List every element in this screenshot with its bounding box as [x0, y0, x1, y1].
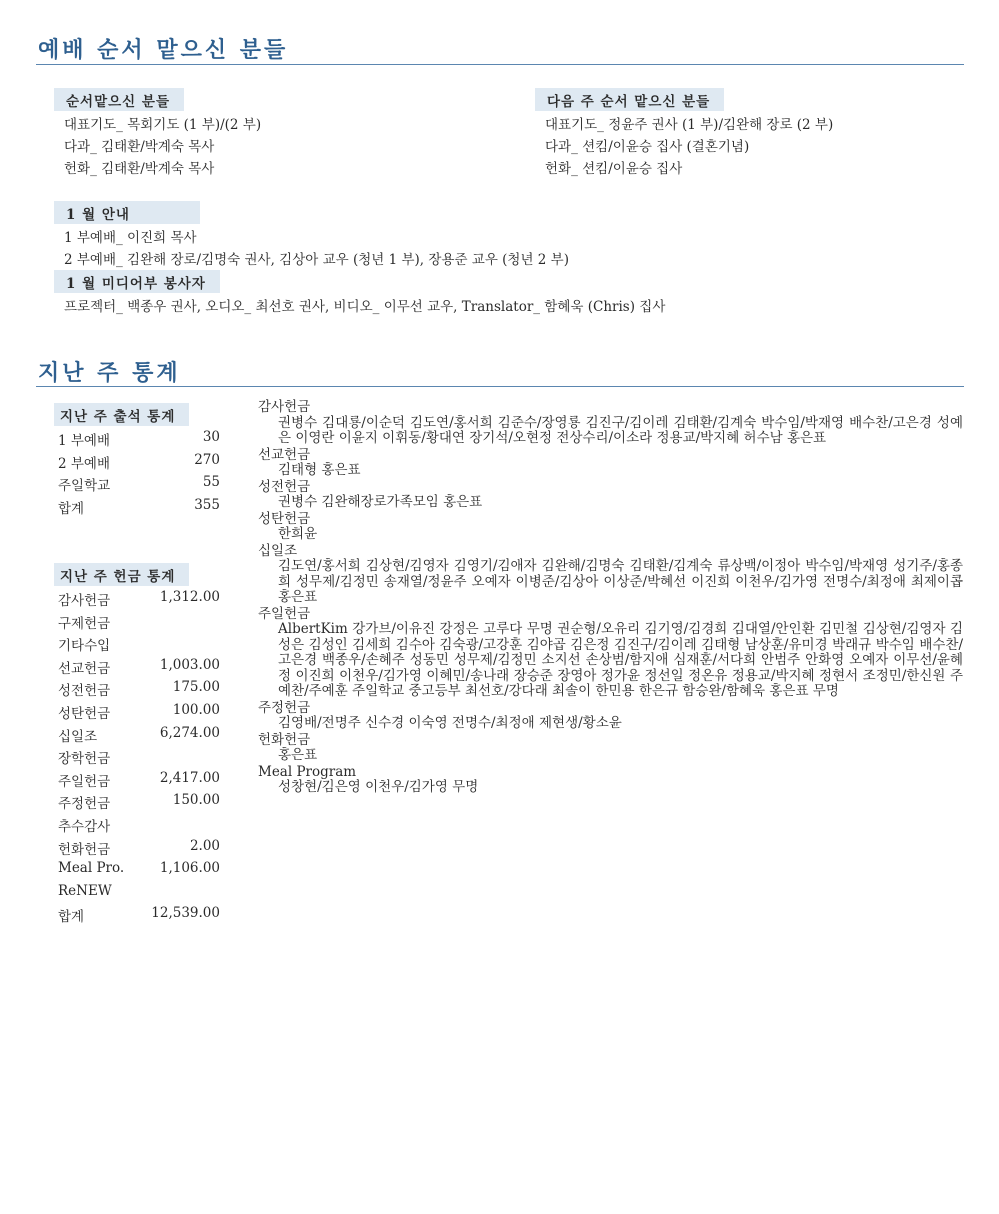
stat-value	[137, 612, 220, 635]
offering-category: 주일헌금	[258, 605, 311, 622]
january-guide-header: 1 월 안내	[54, 201, 200, 224]
offering-totals-header: 지난 주 헌금 통계	[54, 563, 189, 586]
current-order-line: 헌화_ 김태환/박계숙 목사	[64, 161, 215, 177]
offering-donors: 성창현/김은영 이천우/김가영 무명	[278, 779, 479, 795]
worship-order-title: 예배 순서 맡으신 분들	[38, 37, 289, 63]
attendance-row	[58, 474, 220, 497]
stat-value: 355	[194, 496, 220, 513]
current-order-header: 순서맡으신 분들	[54, 88, 184, 111]
stat-label: 기타수입	[58, 638, 111, 655]
offering-total-row	[58, 657, 220, 680]
stat-label: 구제헌금	[58, 615, 111, 632]
offering-total-row	[58, 634, 220, 657]
media-volunteers-line: 프로젝터_ 백종우 권사, 오디오_ 최선호 권사, 비디오_ 이무선 교우, Translator_ 함혜욱 (Chris) 집사	[64, 299, 666, 315]
stat-value: 6,274.00	[159, 724, 220, 741]
offering-category: 성전헌금	[258, 478, 311, 495]
stat-label: 선교헌금	[58, 660, 111, 677]
stat-label: 주정헌금	[58, 796, 111, 813]
stat-label: 1 부예배	[58, 433, 111, 449]
attendance-table	[58, 429, 220, 519]
offering-category: 십일조	[258, 542, 298, 559]
stat-value	[137, 634, 220, 657]
worship-order-divider	[36, 64, 964, 65]
offering-category: Meal Program	[258, 763, 357, 780]
stat-label: 추수감사	[58, 818, 111, 835]
stat-label: 장학헌금	[58, 751, 111, 768]
offering-donors: 김도연/홍서희 김상현/김영자 김영기/김애자 김완해/김명숙 김태환/김계숙 류상백/이정아 박수임/박재영 성기주/홍종희 성무제/김정민 송재열/정윤주 오예자 이병준/김상아 이상준/박혜선 이진희 이천우/김가영 전명수/최정애 최제이콥 홍은표	[278, 558, 963, 605]
offering-donors: 홍은표	[278, 747, 318, 763]
last-week-stats-title: 지난 주 통계	[38, 360, 181, 386]
stat-label: 헌화헌금	[58, 841, 111, 858]
stat-label: 주일학교	[58, 478, 111, 495]
stat-value: 270	[194, 451, 220, 468]
offering-total-row	[58, 905, 220, 928]
attendance-block	[54, 403, 220, 519]
stat-value	[137, 883, 220, 906]
offering-total-row	[58, 792, 220, 815]
offering-totals-block	[54, 563, 220, 928]
stat-label: 2 부예배	[58, 455, 111, 472]
offering-total-row	[58, 725, 220, 748]
january-guide-block	[54, 201, 665, 318]
offering-donors: 권병수 김완해장로가족모임 홍은표	[278, 494, 483, 510]
stat-value: 30	[202, 429, 220, 445]
stat-value: 1,106.00	[159, 860, 220, 877]
stat-value: 175.00	[172, 679, 220, 696]
media-volunteers-header: 1 월 미디어부 봉사자	[54, 270, 220, 293]
current-order-line: 대표기도_ 목회기도 (1 부)/(2 부)	[64, 117, 262, 133]
offering-donors: 한희윤	[278, 526, 318, 542]
stat-value: 150.00	[172, 792, 220, 809]
stat-value: 1,003.00	[159, 656, 220, 673]
stat-label: 십일조	[58, 728, 98, 745]
next-week-order-line: 다과_ 션킴/이윤승 집사 (결혼기념)	[545, 139, 750, 155]
offering-totals-table	[58, 589, 220, 928]
offering-donors: 김태형 홍은표	[278, 462, 361, 478]
offering-category: 헌화헌금	[258, 731, 311, 748]
stat-label: Meal Pro.	[58, 860, 125, 877]
offering-donors: AlbertKim 강가브/이유진 강정은 고루다 무명 권순형/오유리 김기영/김경희 김대열/안인환 김민철 김상현/김영자 김성은 김성인 김세희 김수아 김숙광/고강훈 김야곱 김은정 김진구/김이레 김태형 남상훈/유미경 박래규 박수임 배수찬/고은경 백종우/손혜주 성동민 성무제/김정민 소지선 손상범/함지애 심재훈/서다희 안범주 안화영 오예자 이무선/윤혜정 이진희 이천우/김가영 이혜민/송나래 장승준 장영아 정가윤 정선일 정온유 정용교/박지혜 정현서 조정민/한신원 주예찬/주예훈 주일학교 중고등부 최선호/강다래 최솔이 한민용 한은규 함승완/함혜욱 홍은표 무명	[278, 621, 963, 699]
stat-value: 2.00	[189, 837, 220, 854]
stat-label: 감사헌금	[58, 593, 111, 609]
offering-total-row	[58, 589, 220, 612]
next-week-order-block	[535, 88, 833, 180]
january-guide-line: 2 부예배_ 김완해 장로/김명숙 권사, 김상아 교우 (청년 1 부), 장용준 교우 (청년 2 부)	[64, 252, 569, 268]
next-week-order-header: 다음 주 순서 맡으신 분들	[535, 88, 724, 111]
offering-donors: 김영배/전명주 신수경 이숙영 전명수/최정애 제현생/황소윤	[278, 715, 622, 731]
stat-value	[137, 815, 220, 838]
offering-total-row	[58, 612, 220, 635]
offering-category: 선교헌금	[258, 446, 311, 463]
attendance-row	[58, 497, 220, 520]
offering-total-row	[58, 815, 220, 838]
stat-label: 주일헌금	[58, 773, 111, 790]
offering-total-row	[58, 860, 220, 883]
stat-value: 100.00	[172, 701, 220, 718]
next-week-order-line: 대표기도_ 정윤주 권사 (1 부)/김완해 장로 (2 부)	[545, 117, 834, 133]
offering-total-row	[58, 770, 220, 793]
stat-value: 1,312.00	[159, 589, 220, 605]
stat-label: 성탄헌금	[58, 705, 111, 722]
offering-category: 주정헌금	[258, 699, 311, 716]
attendance-header: 지난 주 출석 통계	[54, 403, 189, 426]
offering-total-row	[58, 838, 220, 861]
stat-label: 성전헌금	[58, 683, 111, 700]
stat-value: 2,417.00	[159, 769, 220, 786]
offering-donors: 권병수 김대룡/이순덕 김도연/홍서희 김준수/장영룡 김진구/김이레 김태환/김계숙 박수임/박재영 배수찬/고은경 성예은 이영란 이윤지 이휘동/황대연 장기석/오현정 전상수리/이소라 정용교/박지혜 허수남 홍은표	[278, 414, 963, 446]
offering-total-row	[58, 883, 220, 906]
offering-category: 성탄헌금	[258, 510, 311, 527]
offering-donor-list	[258, 400, 963, 797]
offering-total-row	[58, 679, 220, 702]
next-week-order-line: 헌화_ 션킴/이윤승 집사	[545, 161, 683, 177]
last-week-stats-divider	[36, 386, 964, 387]
stat-label: 합계	[58, 909, 85, 926]
offering-total-row	[58, 702, 220, 725]
january-guide-line: 1 부예배_ 이진희 목사	[64, 230, 197, 246]
attendance-row	[58, 452, 220, 475]
stat-value	[137, 747, 220, 770]
current-order-block	[54, 88, 261, 180]
attendance-row	[58, 429, 220, 452]
stat-value: 12,539.00	[151, 905, 220, 922]
offering-total-row	[58, 747, 220, 770]
stat-label: 합계	[58, 500, 85, 517]
current-order-line: 다과_ 김태환/박계숙 목사	[64, 139, 215, 155]
stat-label: ReNEW	[58, 882, 112, 899]
offering-category: 감사헌금	[258, 399, 311, 415]
stat-value: 55	[202, 474, 220, 491]
